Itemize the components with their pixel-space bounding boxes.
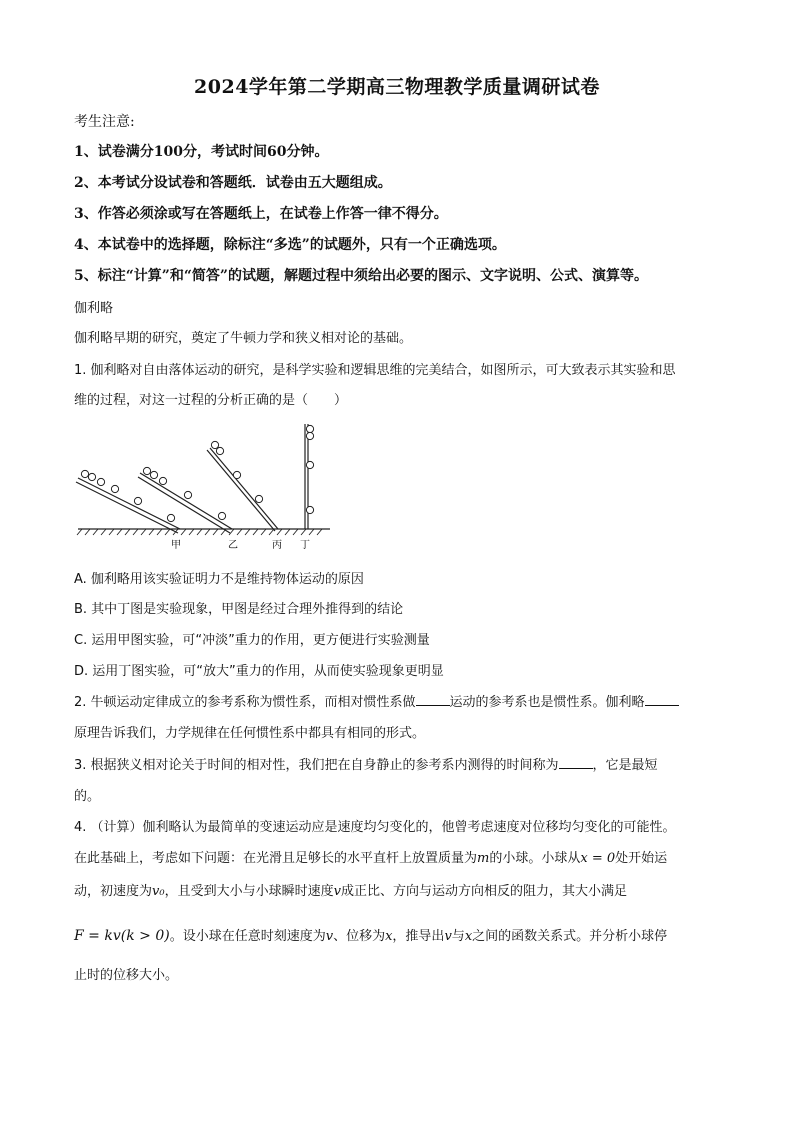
q4-line1: 4. （计算）伽利略认为最简单的变速运动应是速度均匀变化的，他曾考虑速度对位移均匀变化的可能性。 xyxy=(74,820,676,835)
q4-v-symbol-2: v xyxy=(325,929,334,944)
q1-stem-line1: 1. 伽利略对自由落体运动的研究，是科学实验和逻辑思维的完美结合，如图所示，可大致表示其实验和思 xyxy=(74,363,676,378)
q2-blank-1 xyxy=(416,693,450,706)
notice-rule-5: 5、标注“计算”和“简答”的试题，解题过程中须给出必要的图示、文字说明、公式、演算等。 xyxy=(74,268,648,284)
q4-line4-a: 。设小球在任意时刻速度为 xyxy=(169,929,326,944)
section-name: 伽利略 xyxy=(74,301,114,316)
q4-line4-b: 、位移为 xyxy=(333,929,386,944)
q4-mass-symbol: m xyxy=(477,851,490,866)
page-title: 2024学年第二学期高三物理教学质量调研试卷 xyxy=(194,76,600,98)
q4-line4-d: 与 xyxy=(451,929,465,944)
q4-line5: 止时的位移大小。 xyxy=(74,968,179,983)
q4-line4 xyxy=(74,925,667,944)
figure-label-jia: 甲 xyxy=(171,540,181,551)
incline-yi xyxy=(138,467,232,533)
ground-hatching xyxy=(77,529,322,535)
incline-bing xyxy=(207,441,278,531)
q4-v-symbol-3: v xyxy=(444,929,452,944)
notice-rule-2: 2、本考试分设试卷和答题纸．试卷由五大题组成。 xyxy=(74,175,392,191)
notice-rule-4: 4、本试卷中的选择题，除标注“多选”的试题外，只有一个正确选项。 xyxy=(74,237,506,253)
q4-line3-c: 成正比、方向与运动方向相反的阻力，其大小满足 xyxy=(340,884,627,899)
vertical-ding xyxy=(305,424,314,529)
notice-rule-1: 1、试卷满分100分，考试时间60分钟。 xyxy=(74,144,329,160)
q4-line2-a: 在此基础上，考虑如下问题：在光滑且足够长的水平直杆上放置质量为 xyxy=(74,851,478,866)
q1-option-c: C. 运用甲图实验，可“冲淡”重力的作用，更方便进行实验测量 xyxy=(74,633,430,648)
q4-line3-a: 动，初速度为 xyxy=(74,884,153,899)
section-intro: 伽利略早期的研究，奠定了牛顿力学和狭义相对论的基础。 xyxy=(74,331,413,346)
q4-line3 xyxy=(74,880,627,899)
q4-line2 xyxy=(74,847,667,866)
q3-blank xyxy=(559,756,593,769)
q4-x-symbol-2: x xyxy=(464,929,473,944)
q4-line2-c: 处开始运 xyxy=(615,851,668,866)
q3-text-part1: 3. 根据狭义相对论关于时间的相对性，我们把在自身静止的参考系内测得的时间称为 xyxy=(74,758,559,773)
q4-line4-e: 之间的函数关系式。并分析小球停 xyxy=(472,929,668,944)
q2-text-part1: 2. 牛顿运动定律成立的参考系称为惯性系，而相对惯性系做 xyxy=(74,695,416,710)
q3-text-part2: ，它是最短 xyxy=(592,758,658,773)
q4-v-symbol: v xyxy=(333,884,341,899)
q2-line1 xyxy=(74,691,679,710)
incline-experiment-figure xyxy=(74,418,334,556)
q1-stem-line2: 维的过程，对这一过程的分析正确的是（ ） xyxy=(74,393,348,408)
q4-x0-expression: x = 0 xyxy=(580,851,616,866)
q3-line2: 的。 xyxy=(74,789,101,804)
q1-option-a: A. 伽利略用该实验证明力不是维持物体运动的原因 xyxy=(74,572,364,587)
q3-line1 xyxy=(74,754,658,773)
q4-v0-symbol: v₀ xyxy=(152,884,165,899)
q2-text-part2: 运动的参考系也是惯性系。伽利略 xyxy=(449,695,645,710)
q4-line3-b: ，且受到大小与小球瞬时速度 xyxy=(164,884,334,899)
figure-label-yi: 乙 xyxy=(228,540,238,551)
notice-rule-3: 3、作答必须涂或写在答题纸上，在试卷上作答一律不得分。 xyxy=(74,206,448,222)
q4-force-formula: F = kv(k > 0) xyxy=(74,928,170,944)
figure-label-ding: 丁 xyxy=(300,540,310,551)
q4-x-symbol: x xyxy=(385,929,393,944)
q4-line2-b: 的小球。小球从 xyxy=(489,851,581,866)
figure-label-bing: 丙 xyxy=(272,540,282,551)
notice-heading: 考生注意: xyxy=(74,114,135,130)
q2-line2: 原理告诉我们，力学规律在任何惯性系中都具有相同的形式。 xyxy=(74,726,426,741)
q1-option-d: D. 运用丁图实验，可“放大”重力的作用，从而使实验现象更明显 xyxy=(74,664,444,679)
q2-blank-2 xyxy=(645,693,679,706)
q4-line4-c: ，推导出 xyxy=(392,929,445,944)
q1-option-b: B. 其中丁图是实验现象，甲图是经过合理外推得到的结论 xyxy=(74,602,404,617)
